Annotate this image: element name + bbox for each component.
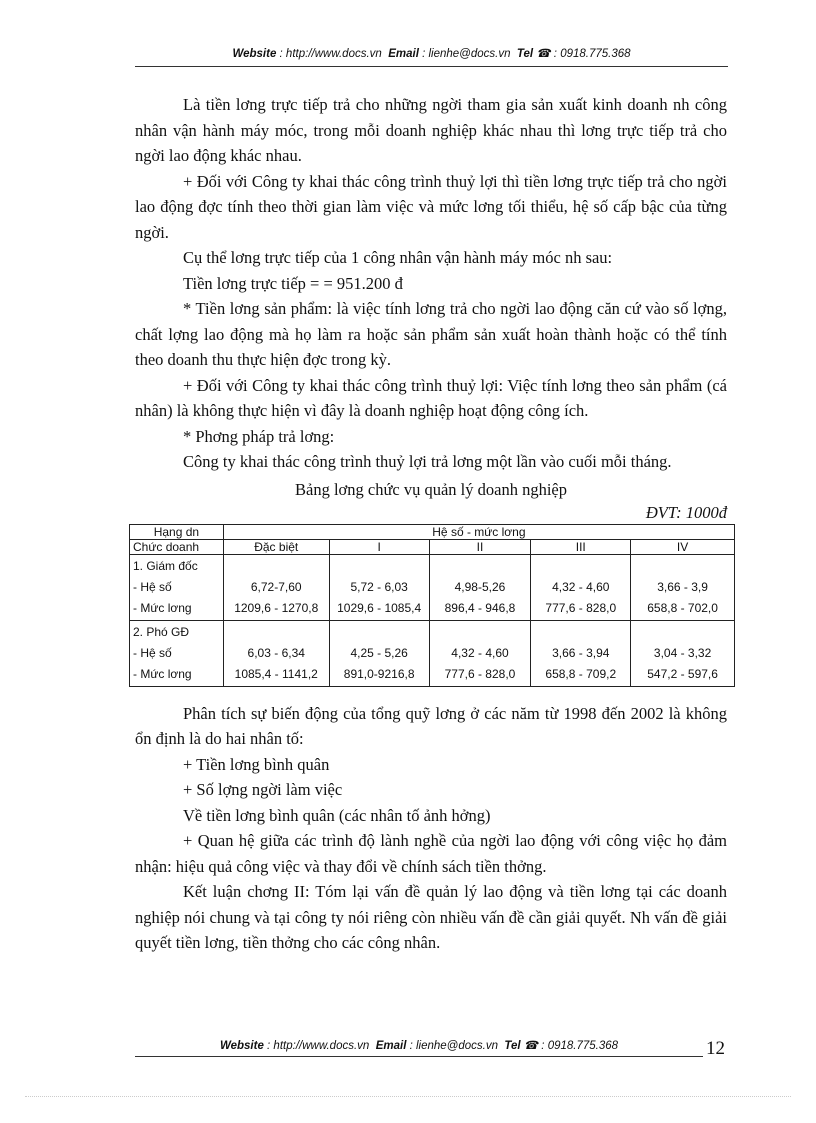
table-header-cell: II [429, 539, 531, 554]
row-label: 1. Giám đốc [133, 558, 198, 573]
table-header-cell: Hạng dn [130, 524, 224, 539]
document-body [135, 92, 727, 956]
paragraph: Tiền lơng trực tiếp = = 951.200 đ [183, 273, 403, 293]
cell-value: 4,32 - 4,60 [552, 579, 610, 594]
table-header-row [130, 539, 735, 554]
paragraph: + Quan hệ giữa các trình độ lành nghề của ngời lao động với công việc họ đảm nhận: hiệu quả công việc và thay đổi về chính sách tiền thởng. [135, 831, 727, 876]
paragraph: Công ty khai thác công trình thuỷ lợi trả lơng một lần vào cuối mỗi tháng. [183, 452, 672, 471]
cell-value: 4,25 - 5,26 [350, 645, 408, 660]
header-website-label: Website [232, 48, 277, 60]
header-tel-value: ☎ : 0918.775.368 [536, 48, 631, 60]
page-header [135, 46, 728, 67]
table-row [130, 620, 735, 686]
salary-table [129, 524, 735, 687]
table-header-cell: Hệ số - mức lơng [223, 524, 734, 539]
cell-value: 777,6 - 828,0 [444, 666, 516, 681]
cell-value: 777,6 - 828,0 [545, 600, 617, 615]
paragraph: Phân tích sự biến động của tổng quỹ lơng ở các năm từ 1998 đến 2002 là không ổn định là do hai nhân tố: [135, 703, 727, 748]
footer-tel-value: ☎ : 0918.775.368 [523, 1040, 619, 1052]
paragraph: + Tiền lơng bình quân [183, 754, 330, 774]
cell-value: 6,72-7,60 [250, 579, 302, 594]
footer-tel-label: Tel [504, 1040, 521, 1052]
page-footer [135, 1038, 703, 1057]
cell-value: 3,66 - 3,94 [552, 645, 610, 660]
table-header-row [130, 524, 735, 539]
row-label: - Hệ số [133, 579, 172, 594]
header-website-value: : http://www.docs.vn [279, 48, 382, 60]
cell-value: 658,8 - 709,2 [545, 666, 617, 681]
paragraph: Về tiền lơng bình quân (các nhân tố ảnh hởng) [183, 805, 491, 825]
footer-website-value: : http://www.docs.vn [267, 1040, 370, 1052]
table-cell [329, 554, 429, 620]
row-label: - Hệ số [133, 645, 172, 660]
table-cell [531, 554, 631, 620]
paragraph: Cụ thể lơng trực tiếp của 1 công nhân vận hành máy móc nh sau: [183, 248, 613, 267]
paragraph: * Tiền lơng sản phẩm: là việc tính lơng trả cho ngời lao động căn cứ vào số lợng, chất lợng lao động mà họ làm ra hoặc sản phẩm sản xuất hoàn thành hoặc có thể tính theo doanh thu thực hiện đợc trong kỳ. [135, 299, 727, 369]
paragraph: * Phơng pháp trả lơng: [183, 426, 335, 446]
cell-value: 4,32 - 4,60 [451, 645, 509, 660]
table-cell [631, 554, 735, 620]
header-tel-label: Tel [516, 48, 534, 60]
page-number: 12 [706, 1038, 725, 1059]
table-cell [223, 554, 329, 620]
cell-value: 1209,6 - 1270,8 [234, 600, 319, 615]
table-header-cell: I [329, 539, 429, 554]
table-caption: Bảng lơng chức vụ quản lý doanh nghiệp [295, 479, 567, 499]
table-unit: ĐVT: 1000đ [645, 502, 727, 522]
table-cell [429, 554, 531, 620]
cell-value: 547,2 - 597,6 [647, 666, 718, 681]
paragraph: + Đối với Công ty khai thác công trình thuỷ lợi: Việc tính lơng theo sản phẩm (cá nhân) là không thực hiện vì đây là doanh nghiệp hoạt động công ích. [135, 375, 727, 420]
paragraph: + Số lợng ngời làm việc [183, 780, 343, 799]
cell-value: 4,98-5,26 [454, 579, 506, 594]
header-email-label: Email [388, 48, 419, 60]
table-header-cell: III [531, 539, 631, 554]
paragraph: Là tiền lơng trực tiếp trả cho những ngời tham gia sản xuất kinh doanh nh công nhân vận hành máy móc, trong mỗi doanh nghiệp khác nhau thì lơng trực tiếp trả cho ngời lao động khác nhau. [135, 95, 727, 165]
row-label: - Mức lơng [133, 600, 192, 615]
paragraph: Kết luận chơng II: Tóm lại vấn đề quản lý lao động và tiền lơng tại các doanh nghiệp nói chung và tại công ty nói riêng còn nhiều vấn đề cần giải quyết. Nh vấn đề giải quyết tiền lơng, tiền thởng cho các công nhân. [135, 882, 727, 952]
cell-value: 891,0-9216,8 [343, 666, 415, 681]
table-cell [223, 620, 329, 686]
paragraph: + Đối với Công ty khai thác công trình thuỷ lợi thì tiền lơng trực tiếp trả cho ngời lao động đợc tính theo thời gian làm việc và mức lơng tối thiểu, hệ số cấp bậc của từng ngời. [135, 171, 727, 242]
cell-value: 6,03 - 6,34 [247, 645, 305, 660]
table-cell [429, 620, 531, 686]
cell-value: 896,4 - 946,8 [444, 600, 516, 615]
table-cell [329, 620, 429, 686]
cell-value: 1029,6 - 1085,4 [337, 600, 422, 615]
row-label: - Mức lơng [133, 666, 192, 681]
page-bottom-divider [25, 1096, 791, 1097]
cell-value: 3,04 - 3,32 [653, 645, 712, 660]
table-header-cell: IV [631, 539, 735, 554]
cell-value: 1085,4 - 1141,2 [234, 666, 318, 681]
header-email-value: : lienhe@docs.vn [422, 48, 511, 60]
footer-email-label: Email [375, 1040, 407, 1052]
cell-value: 3,66 - 3,9 [657, 579, 708, 594]
table-cell [130, 554, 224, 620]
footer-email-value: : lienhe@docs.vn [409, 1040, 498, 1052]
table-row [130, 554, 735, 620]
footer-website-label: Website [219, 1040, 264, 1052]
row-label: 2. Phó GĐ [133, 624, 190, 639]
cell-value: 658,8 - 702,0 [647, 600, 718, 615]
table-cell [631, 620, 735, 686]
table-header-cell: Đặc biệt [223, 539, 329, 554]
cell-value: 5,72 - 6,03 [350, 579, 408, 594]
table-cell [531, 620, 631, 686]
table-cell [130, 620, 224, 686]
table-header-cell: Chức doanh [130, 539, 224, 554]
